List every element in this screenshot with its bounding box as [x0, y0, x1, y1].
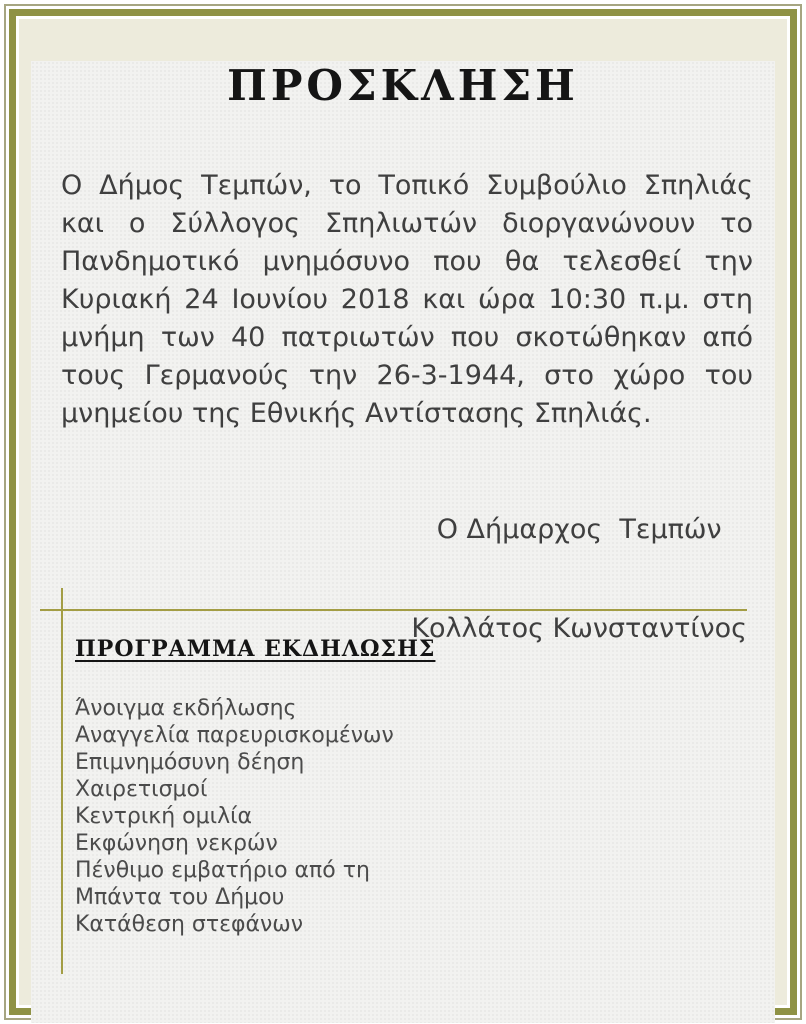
signature-name: Κολλάτος Κωνσταντίνος — [411, 613, 747, 644]
program-item: Επιμνημόσυνη δέηση — [75, 750, 305, 775]
program-item: Κεντρική ομιλία — [75, 804, 253, 829]
vertical-divider-line — [61, 588, 63, 974]
program-item: Πένθιμο εμβατήριο από τη — [75, 858, 370, 883]
signature-role: Ο Δήμαρχος Τεμπών — [436, 514, 722, 545]
body-line: μνήμη των 40 πατριωτών που σκοτώθηκαν από — [61, 322, 753, 353]
program-item: Άνοιγμα εκδήλωσης — [75, 696, 297, 721]
program-item: Μπάντα του Δήμου — [75, 885, 285, 910]
page-title: ΠΡΟΣΚΛΗΣΗ — [227, 61, 579, 110]
program-item: Αναγγελία παρευρισκομένων — [75, 723, 394, 748]
program-item: Κατάθεση στεφάνων — [75, 912, 304, 937]
program-heading: ΠΡΟΓΡΑΜΜΑ ΕΚΔΗΛΩΣΗΣ — [75, 636, 436, 662]
body-line: Ο Δήμος Τεμπών, το Τοπικό Συμβούλιο Σπηλιάς — [61, 170, 753, 201]
body-line: Κυριακή 24 Ιουνίου 2018 και ώρα 10:30 π.μ. στη — [61, 284, 753, 315]
signature-block — [411, 447, 747, 711]
body-line: τους Γερμανούς την 26-3-1944, στο χώρο του — [61, 360, 753, 391]
invitation-body — [61, 167, 753, 433]
body-line: Πανδημοτικό μνημόσυνο που θα τελεσθεί την — [61, 246, 753, 277]
program-item: Χαιρετισμοί — [75, 777, 208, 802]
body-line: μνημείου της Εθνικής Αντίστασης Σπηλιάς. — [61, 398, 652, 429]
body-line: και ο Σύλλογος Σπηλιωτών διοργανώνουν το — [61, 208, 753, 239]
program-item: Εκφώνηση νεκρών — [75, 831, 278, 856]
program-list — [75, 695, 435, 938]
horizontal-divider-line — [40, 609, 747, 611]
program-section — [75, 634, 435, 938]
